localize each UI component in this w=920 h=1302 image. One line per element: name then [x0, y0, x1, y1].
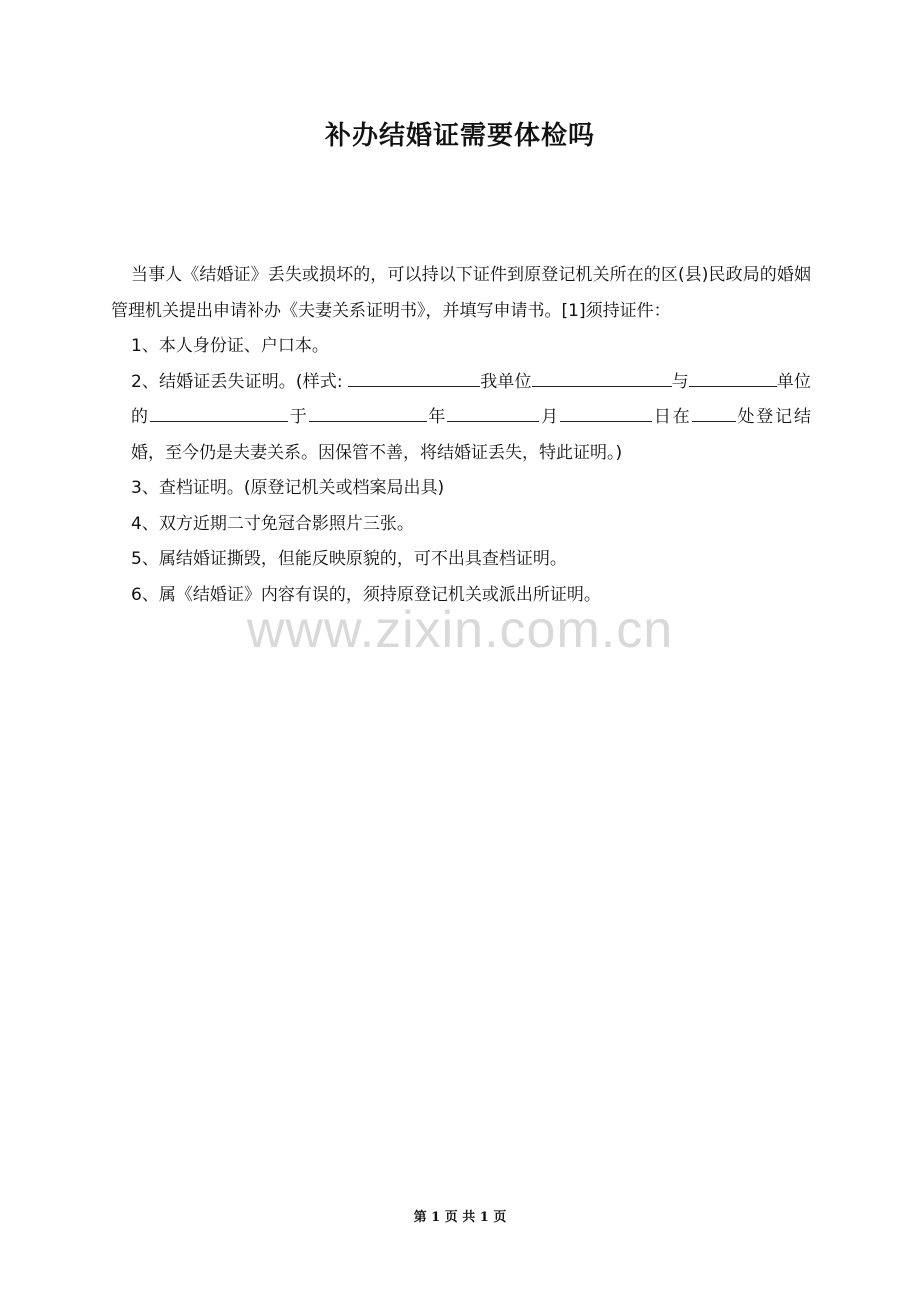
item2-text-i: 处登记结婚，至今仍是夫妻关系。因保管不善，将结婚证丢失，特此证明。): [131, 407, 812, 463]
item2-text-b: 我单位: [480, 371, 532, 392]
fill-blank: [560, 405, 652, 422]
fill-blank: [692, 405, 736, 422]
fill-blank: [447, 405, 539, 422]
list-item-1: 1、本人身份证、户口本。: [131, 336, 329, 356]
list-item-3: 3、查档证明。(原登记机关或档案局出具): [131, 478, 445, 498]
list-item-5: 5、属结婚证撕毁，但能反映原貌的，可不出具查档证明。: [131, 549, 567, 569]
fill-blank: [689, 370, 777, 387]
item2-text-c: 与: [671, 371, 689, 392]
fill-blank: [348, 370, 480, 387]
item2-text-d: 单位的: [131, 371, 811, 427]
fill-blank: [150, 405, 288, 422]
item2-text-f: 年: [426, 407, 448, 427]
list-item-6: 6、属《结婚证》内容有误的，须持原登记机关或派出所证明。: [131, 584, 601, 605]
item2-text-g: 月: [539, 407, 561, 427]
intro-paragraph: 当事人《结婚证》丢失或损坏的，可以持以下证件到原登记机关所在的区(县)民政局的婚姻管理机关提出申请补办《夫妻关系证明书》，并填写申请书。[1]须持证件：: [111, 265, 811, 321]
item2-text-e: 于: [287, 407, 309, 427]
item2-text-a: 2、结婚证丢失证明。(样式:: [131, 371, 349, 392]
document-title: 补办结婚证需要体检吗: [324, 121, 595, 151]
watermark: www.zixin.com.cn: [246, 601, 674, 659]
fill-blank: [532, 370, 672, 387]
list-item-4: 4、双方近期二寸免冠合影照片三张。: [131, 513, 414, 534]
page-footer: 第 1 页 共 1 页: [413, 1210, 507, 1225]
fill-blank: [309, 405, 427, 422]
item2-text-h: 日在: [652, 407, 692, 427]
list-item-2: [111, 365, 811, 472]
document-body: [111, 258, 811, 613]
